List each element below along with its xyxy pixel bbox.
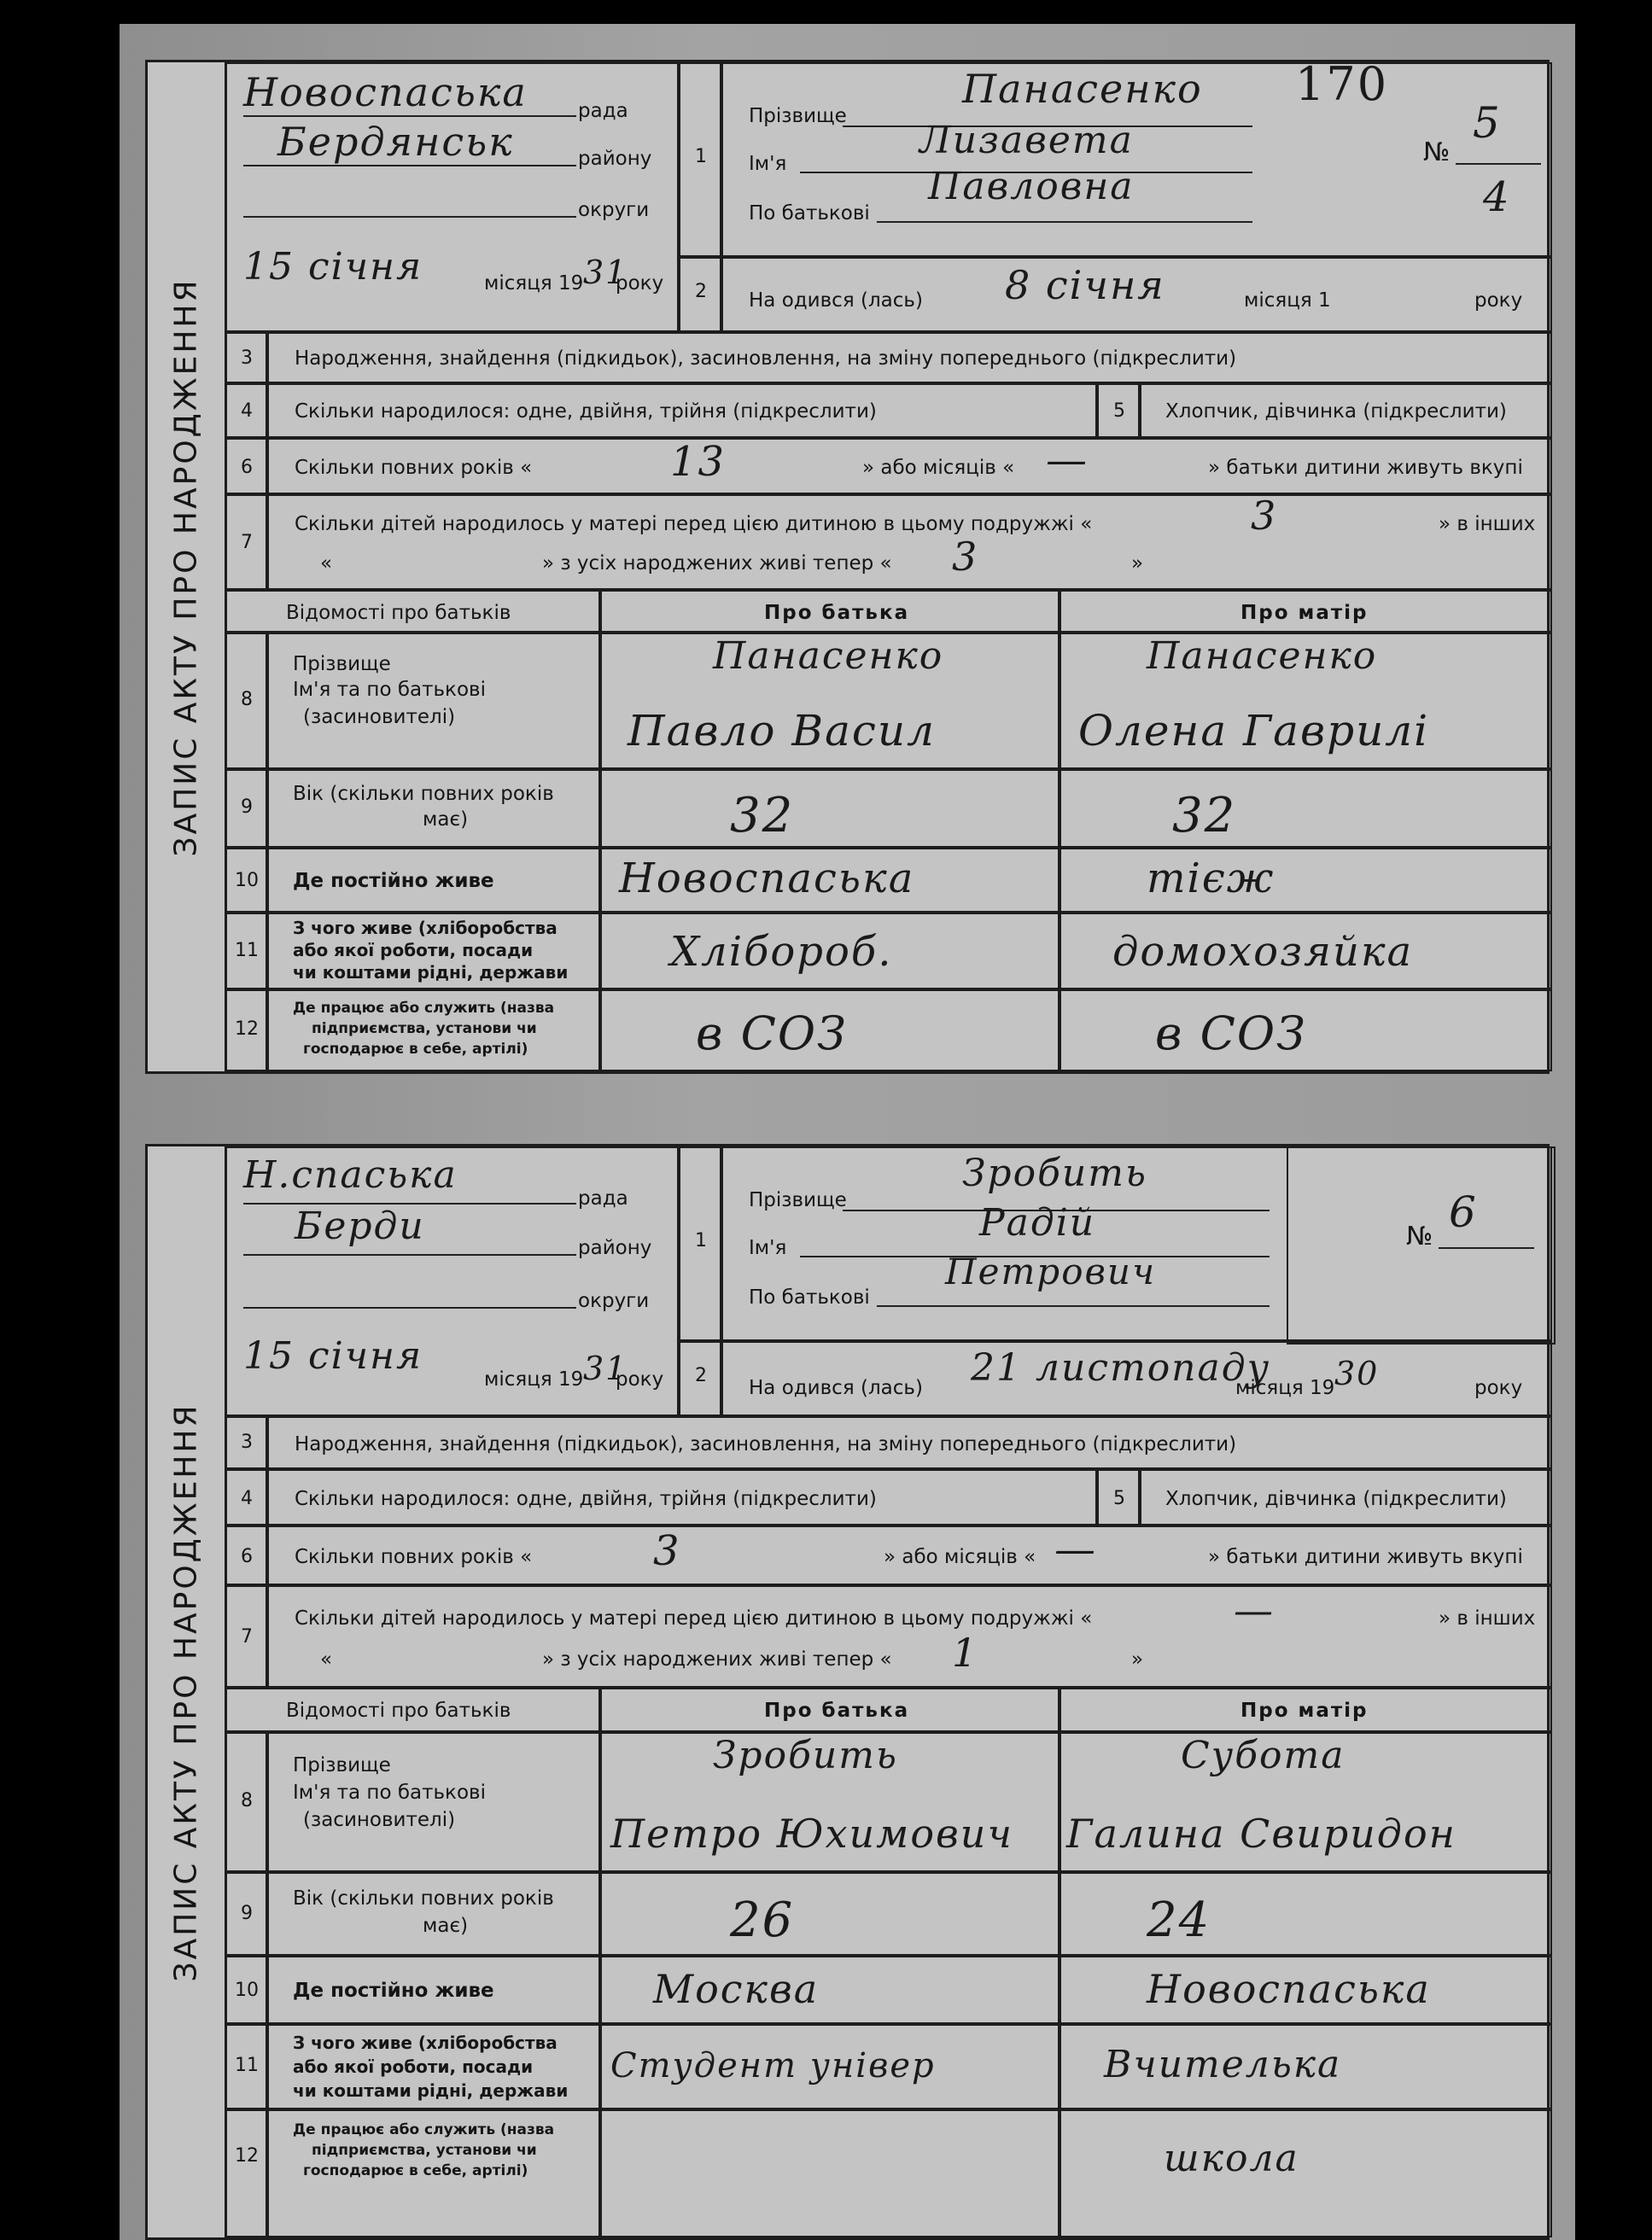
row7-num-cell-2 <box>225 1585 267 1688</box>
row3-num-cell <box>225 332 267 383</box>
row3-cell-2 <box>267 1416 1552 1469</box>
row12-label-3: господарює в себе, артілі) <box>303 1041 528 1058</box>
row1-num-2: 1 <box>695 1230 707 1251</box>
row5-num-cell <box>1097 383 1140 438</box>
name-value: Лизавета <box>919 119 1134 162</box>
row7-text-a: Скільки дітей народилось у матері перед цією дитиною в цьому подружжі « <box>295 513 1093 535</box>
row8-label-2-2: Ім'я та по батькові <box>293 1782 486 1804</box>
raion-label: району <box>578 148 652 170</box>
row6-text-b: » або місяців « <box>862 457 1015 479</box>
row7-num-2: 7 <box>241 1626 253 1648</box>
row12-num-cell-2 <box>225 2109 267 2237</box>
row12-num-cell <box>225 989 267 1071</box>
born-value-2: 21 листопаду <box>971 1346 1271 1390</box>
mother-work-cell <box>1059 989 1552 1071</box>
row12-label-cell <box>267 989 600 1071</box>
row7-num-cell <box>225 494 267 590</box>
row7-text-b-2: » в інших <box>1439 1607 1536 1630</box>
record-no-line <box>1456 163 1541 165</box>
father-work-cell-2 <box>600 2109 1059 2237</box>
patronymic-line-2 <box>877 1305 1270 1307</box>
record-no-value-2: 6 <box>1449 1187 1478 1237</box>
rada-line <box>243 115 576 117</box>
row6-text-b-2: » або місяців « <box>884 1546 1036 1568</box>
record-no-label: № <box>1423 137 1451 167</box>
raion-line-2 <box>243 1254 576 1256</box>
mother-work: в СОЗ <box>1155 1006 1307 1060</box>
row5-num: 5 <box>1113 400 1125 422</box>
mother-livelihood-cell <box>1059 913 1552 989</box>
born-year-suffix-2: 30 <box>1334 1355 1380 1392</box>
row7-val1: 3 <box>1251 493 1278 539</box>
row3-num-cell-2 <box>225 1416 267 1469</box>
row6-text-c-2: » батьки дитини живуть вкупі <box>1208 1546 1523 1568</box>
year-suffix: 31 <box>583 254 628 291</box>
birth-date-block-2 <box>721 1341 1552 1416</box>
row11-label-2: або якої роботи, посади <box>293 940 534 960</box>
born-year-label-2: року <box>1474 1377 1523 1399</box>
father-age: 32 <box>730 788 795 843</box>
row7-val2: 3 <box>952 534 979 580</box>
year-label: року <box>616 272 664 295</box>
row12-label-2-2: підприємства, установи чи <box>312 2142 537 2159</box>
row11-label-1-2: З чого живе (хліборобства <box>293 2033 557 2053</box>
row11-label-1: З чого живе (хліборобства <box>293 918 557 938</box>
record-no-label-2: № <box>1406 1222 1433 1251</box>
record-extra: 4 <box>1483 173 1511 221</box>
row3-cell <box>267 332 1552 383</box>
hdr-info: Відомості про батьків <box>286 602 511 624</box>
okruha-label: округи <box>578 199 650 221</box>
row4-num: 4 <box>241 400 253 422</box>
side-title-box <box>148 62 227 1071</box>
father-work-cell <box>600 989 1059 1071</box>
row5-text: Хлопчик, дівчинка (підкреслити) <box>1165 400 1507 423</box>
born-label: На одився (лась) <box>749 289 923 312</box>
row11-num-cell-2 <box>225 2024 267 2109</box>
hdr-father-cell <box>600 590 1059 633</box>
surname-value-2: Зробить <box>962 1152 1147 1195</box>
mother-surname: Панасенко <box>1147 634 1378 678</box>
name-value-2: Радій <box>979 1201 1096 1245</box>
row12-label-1-2: Де працює або служить (назва <box>293 2121 555 2138</box>
patronymic-label: По батькові <box>749 202 870 225</box>
rada-label: рада <box>578 100 628 122</box>
father-name-cell <box>600 633 1059 769</box>
row4-text-2: Скільки народилося: одне, двійня, трійня (підкреслити) <box>295 1488 877 1510</box>
raion-label-2: району <box>578 1237 652 1259</box>
row10-num: 10 <box>235 870 259 891</box>
father-name-2: Петро Юхимович <box>610 1811 1014 1857</box>
mother-age-2: 24 <box>1147 1893 1211 1948</box>
side-title-box-2 <box>148 1146 227 2237</box>
row9-label-cell <box>267 769 600 848</box>
mother-age: 32 <box>1172 788 1237 843</box>
born-year-label: року <box>1474 289 1523 312</box>
patronymic-line <box>877 221 1252 223</box>
rada-value-2: Н.спаська <box>243 1153 458 1197</box>
corner-number: 170 <box>1295 57 1389 111</box>
hdr-info-cell-2 <box>225 1688 600 1732</box>
row7-val1-2: — <box>1234 1587 1275 1633</box>
row6-cell <box>267 438 1552 494</box>
month-label-2: місяця 19 <box>484 1368 584 1391</box>
row4-num-2: 4 <box>241 1488 253 1509</box>
mother-residence: тієж <box>1147 855 1275 902</box>
row6-text-c: » батьки дитини живуть вкупі <box>1208 457 1523 479</box>
row8-num-cell <box>225 633 267 769</box>
row3-text: Народження, знайдення (підкидьок), засиновлення, на зміну попереднього (підкреслити) <box>295 347 1237 370</box>
row2-num: 2 <box>695 281 707 302</box>
row7-text-d: » з усіх народжених живі тепер « <box>542 552 892 575</box>
record-no-value: 5 <box>1473 98 1502 148</box>
row6-num-cell-2 <box>225 1525 267 1585</box>
mother-livelihood: домохозяйка <box>1112 928 1414 976</box>
row7-text-c-2: « <box>320 1648 333 1671</box>
row5-num-cell-2 <box>1097 1469 1140 1525</box>
row9-label-1-2: Вік (скільки повних років <box>293 1887 554 1910</box>
mother-name-cell <box>1059 633 1552 769</box>
side-title-2: ЗАПИС АКТУ ПРО НАРОДЖЕННЯ <box>168 1403 204 1981</box>
row6-num-cell <box>225 438 267 494</box>
location-block-2 <box>225 1146 679 1416</box>
father-residence: Новоспаська <box>619 855 915 902</box>
row11-num: 11 <box>235 940 259 961</box>
born-label-2: На одився (лась) <box>749 1377 923 1399</box>
row6-text-a-2: Скільки повних років « <box>295 1546 533 1568</box>
father-work: в СОЗ <box>696 1006 848 1060</box>
mother-surname-2: Субота <box>1181 1734 1346 1777</box>
row12-label-2: підприємства, установи чи <box>312 1020 537 1037</box>
paper-page <box>120 24 1575 2240</box>
father-age-cell <box>600 769 1059 848</box>
row7-num: 7 <box>241 532 253 553</box>
row11-label-3-2: чи коштами рідні, держави <box>293 2080 569 2101</box>
name-label-2: Ім'я <box>749 1237 787 1259</box>
row8-label-3: (засиновителі) <box>303 706 456 728</box>
row7-cell-2 <box>267 1585 1552 1688</box>
mother-age-cell <box>1059 769 1552 848</box>
mother-name-cell-2 <box>1059 1732 1552 1872</box>
surname-value: Панасенко <box>962 66 1203 112</box>
row9-label-cell-2 <box>267 1872 600 1956</box>
birth-date-block <box>721 257 1552 332</box>
raion-value-2: Берди <box>295 1205 425 1248</box>
born-month-label-2: місяця 19 <box>1235 1377 1335 1399</box>
side-title: ЗАПИС АКТУ ПРО НАРОДЖЕННЯ <box>168 277 204 856</box>
father-livelihood-cell-2 <box>600 2024 1059 2109</box>
row3-num: 3 <box>241 347 253 369</box>
row7-text-e: » <box>1131 552 1144 575</box>
father-residence-cell <box>600 848 1059 913</box>
mother-residence-2: Новоспаська <box>1147 1966 1431 2012</box>
location-block <box>225 62 679 332</box>
row9-num-cell-2 <box>225 1872 267 1956</box>
hdr-father-cell-2 <box>600 1688 1059 1732</box>
row6-num: 6 <box>241 457 253 478</box>
father-surname-2: Зробить <box>713 1734 898 1777</box>
hdr-father-2: Про батька <box>764 1700 910 1722</box>
row8-label-2: Ім'я та по батькові <box>293 679 486 701</box>
row9-label-1: Вік (скільки повних років <box>293 783 554 805</box>
row11-num-cell <box>225 913 267 989</box>
name-label: Ім'я <box>749 153 787 175</box>
row6-text-a: Скільки повних років « <box>295 457 533 479</box>
patronymic-label-2: По батькові <box>749 1286 870 1309</box>
mother-residence-cell-2 <box>1059 1956 1552 2024</box>
birth-record-form-2 <box>145 1144 1550 2240</box>
row12-label-3-2: господарює в себе, артілі) <box>303 2162 528 2179</box>
registration-date-2: 15 січня <box>243 1334 423 1378</box>
row8-num-cell-2 <box>225 1732 267 1872</box>
row1-num: 1 <box>695 146 707 167</box>
row2-num-cell <box>679 257 721 332</box>
row7-text-c: « <box>320 552 333 575</box>
hdr-father: Про батька <box>764 602 910 624</box>
row8-label-cell <box>267 633 600 769</box>
row6-cell-2 <box>267 1525 1552 1585</box>
row5-text-2: Хлопчик, дівчинка (підкреслити) <box>1165 1488 1507 1510</box>
row4-num-cell <box>225 383 267 438</box>
hdr-info-2: Відомості про батьків <box>286 1700 511 1722</box>
row5-cell <box>1140 383 1552 438</box>
father-age-cell-2 <box>600 1872 1059 1956</box>
row7-text-e-2: » <box>1131 1648 1144 1671</box>
row7-text-d-2: » з усіх народжених живі тепер « <box>542 1648 892 1671</box>
father-age-2: 26 <box>730 1893 795 1948</box>
row4-cell-2 <box>267 1469 1097 1525</box>
hdr-info-cell <box>225 590 600 633</box>
mother-livelihood-2: Вчителька <box>1104 2043 1342 2086</box>
row6-num-2: 6 <box>241 1546 253 1567</box>
father-livelihood-cell <box>600 913 1059 989</box>
row8-label-cell-2 <box>267 1732 600 1872</box>
father-livelihood-2: Студент універ <box>610 2046 936 2085</box>
year-label-2: року <box>616 1368 664 1391</box>
row7-val2-2: 1 <box>952 1630 979 1676</box>
row10-label: Де постійно живе <box>293 870 494 892</box>
record-no-line-2 <box>1439 1247 1534 1249</box>
row10-num-cell-2 <box>225 1956 267 2024</box>
row12-num-2: 12 <box>235 2145 259 2167</box>
rada-label-2: рада <box>578 1187 628 1210</box>
row10-label-cell-2 <box>267 1956 600 2024</box>
hdr-mother-cell-2 <box>1059 1688 1552 1732</box>
mother-residence-cell <box>1059 848 1552 913</box>
mother-work-2: школа <box>1164 2137 1299 2180</box>
row8-label-3-2: (засиновителі) <box>303 1809 456 1831</box>
row6-months-2: — <box>1054 1525 1097 1573</box>
okruha-label-2: округи <box>578 1290 650 1312</box>
row9-num: 9 <box>241 796 253 818</box>
father-surname: Панасенко <box>713 634 944 678</box>
row12-label-cell-2 <box>267 2109 600 2237</box>
row8-label-1: Прізвище <box>293 653 391 675</box>
row5-cell-2 <box>1140 1469 1552 1525</box>
child-name-block-2 <box>721 1146 1552 1341</box>
row4-cell <box>267 383 1097 438</box>
patronymic-value: Павловна <box>928 165 1135 208</box>
row3-text-2: Народження, знайдення (підкидьок), засиновлення, на зміну попереднього (підкреслити) <box>295 1433 1237 1455</box>
raion-line <box>243 165 576 166</box>
row5-num-2: 5 <box>1113 1488 1125 1509</box>
row7-text-a-2: Скільки дітей народилось у матері перед цією дитиною в цьому подружжі « <box>295 1607 1093 1630</box>
father-livelihood: Хлібороб. <box>670 928 893 976</box>
row11-label-3: чи коштами рідні, держави <box>293 962 569 983</box>
registration-date: 15 січня <box>243 245 423 289</box>
born-value: 8 січня <box>1005 262 1165 308</box>
row4-text: Скільки народилося: одне, двійня, трійня (підкреслити) <box>295 400 877 423</box>
row11-num-2: 11 <box>235 2055 259 2076</box>
month-label: місяця 19 <box>484 272 584 295</box>
row9-num-2: 9 <box>241 1903 253 1924</box>
row10-label-cell <box>267 848 600 913</box>
row11-label-cell-2 <box>267 2024 600 2109</box>
row9-label-2-2: має) <box>423 1915 469 1937</box>
okruha-line <box>243 216 576 218</box>
surname-label: Прізвище <box>749 105 847 127</box>
father-name-cell-2 <box>600 1732 1059 1872</box>
raion-value: Бердянськ <box>277 119 514 165</box>
row1-num-cell <box>679 62 721 257</box>
row4-num-cell-2 <box>225 1469 267 1525</box>
row10-num-cell <box>225 848 267 913</box>
mother-age-cell-2 <box>1059 1872 1552 1956</box>
mother-name-2: Галина Свиридон <box>1066 1811 1456 1857</box>
row11-label-cell <box>267 913 600 989</box>
row12-num: 12 <box>235 1018 259 1040</box>
row8-num-2: 8 <box>241 1790 253 1811</box>
rada-value: Новоспаська <box>243 69 528 115</box>
row11-label-2-2: або якої роботи, посади <box>293 2056 534 2077</box>
row9-num-cell <box>225 769 267 848</box>
row2-num-2: 2 <box>695 1365 707 1386</box>
row2-num-cell-2 <box>679 1341 721 1416</box>
hdr-mother: Про матір <box>1240 602 1369 624</box>
born-month-label: місяця 1 <box>1244 289 1331 312</box>
row8-num: 8 <box>241 689 253 710</box>
hdr-mother-2: Про матір <box>1240 1700 1369 1722</box>
mother-name: Олена Гаврилі <box>1078 706 1430 755</box>
row6-years: 13 <box>670 438 727 486</box>
row3-num-2: 3 <box>241 1432 253 1453</box>
patronymic-value-2: Петрович <box>945 1251 1157 1292</box>
row7-text-b: » в інших <box>1439 513 1536 535</box>
child-name-block <box>721 57 1552 257</box>
hdr-mother-cell <box>1059 590 1552 633</box>
row8-label-1-2: Прізвище <box>293 1754 391 1776</box>
father-residence-2: Москва <box>653 1966 820 2012</box>
mother-livelihood-cell-2 <box>1059 2024 1552 2109</box>
year-suffix-2: 31 <box>583 1350 628 1387</box>
row1-num-cell-2 <box>679 1146 721 1341</box>
row7-cell <box>267 494 1552 590</box>
surname-label-2: Прізвище <box>749 1189 847 1211</box>
row6-months: — <box>1046 436 1089 484</box>
row12-label-1: Де працює або служить (назва <box>293 1000 555 1017</box>
row10-num-2: 10 <box>235 1980 259 2001</box>
row6-years-2: 3 <box>653 1527 681 1575</box>
father-residence-cell-2 <box>600 1956 1059 2024</box>
father-name: Павло Васил <box>628 706 936 755</box>
birth-record-form-1 <box>145 57 1550 1074</box>
mother-work-cell-2 <box>1059 2109 1552 2237</box>
okruha-line-2 <box>243 1307 576 1309</box>
row10-label-2: Де постійно живе <box>293 1980 494 2002</box>
row9-label-2: має) <box>423 808 469 831</box>
